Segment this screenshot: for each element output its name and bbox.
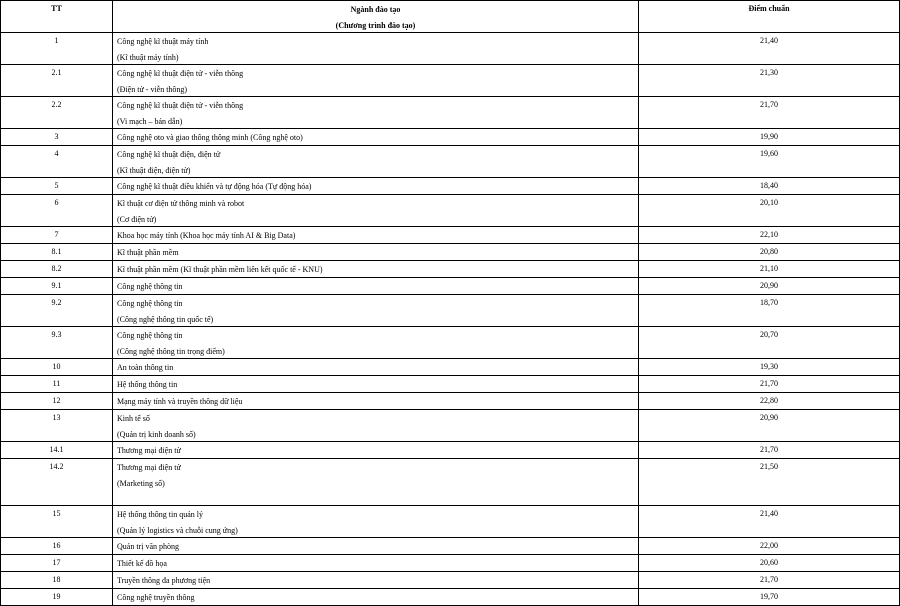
- row-program: [113, 459, 639, 506]
- row-program: [113, 97, 639, 129]
- row-tt: 6: [1, 195, 113, 227]
- table-row: [1, 129, 900, 146]
- program-subname: (Quản lý logistics và chuỗi cung ứng): [117, 526, 238, 535]
- program-name: Công nghệ truyền thông: [117, 593, 195, 602]
- table-row: [1, 178, 900, 195]
- table-row: [1, 65, 900, 97]
- row-program: [113, 261, 639, 278]
- program-name: Thương mại điện tử: [117, 463, 181, 472]
- program-name: Quản trị văn phòng: [117, 542, 179, 551]
- table-row: [1, 195, 900, 227]
- row-program: [113, 589, 639, 606]
- row-tt: 4: [1, 146, 113, 178]
- program-subname: (Công nghệ thông tin quốc tế): [117, 315, 214, 324]
- row-score: 20,10: [639, 195, 900, 227]
- program-subname: (Marketing số): [117, 479, 165, 488]
- row-tt: 19: [1, 589, 113, 606]
- program-name: Công nghệ kĩ thuật máy tính: [117, 37, 209, 46]
- table-row: [1, 244, 900, 261]
- row-tt: 18: [1, 572, 113, 589]
- row-tt: 9.3: [1, 327, 113, 359]
- table-row: [1, 410, 900, 442]
- program-name: An toàn thông tin: [117, 363, 174, 372]
- row-score: 20,90: [639, 278, 900, 295]
- row-tt: 8.1: [1, 244, 113, 261]
- row-score: 21,40: [639, 506, 900, 538]
- row-tt: 8.2: [1, 261, 113, 278]
- header-row: [1, 1, 900, 33]
- row-score: 20,90: [639, 410, 900, 442]
- program-name: Công nghệ thông tin: [117, 299, 183, 308]
- table-row: [1, 97, 900, 129]
- row-program: [113, 195, 639, 227]
- program-name: Công nghệ kĩ thuật điện tử - viễn thông: [117, 69, 244, 78]
- row-score: 19,70: [639, 589, 900, 606]
- program-subname: (Công nghệ thông tin trọng điểm): [117, 347, 225, 356]
- table-row: [1, 538, 900, 555]
- row-tt: 3: [1, 129, 113, 146]
- row-score: 20,80: [639, 244, 900, 261]
- row-score: 19,90: [639, 129, 900, 146]
- program-name: Kĩ thuật cơ điện tử thông minh và robot: [117, 199, 245, 208]
- row-tt: 1: [1, 33, 113, 65]
- program-name: Công nghệ kĩ thuật điện tử - viễn thông: [117, 101, 244, 110]
- row-tt: 17: [1, 555, 113, 572]
- row-tt: 7: [1, 227, 113, 244]
- program-name: Kĩ thuật phần mềm: [117, 248, 179, 257]
- header-program-line1: Ngành đào tạo: [350, 5, 401, 14]
- row-score: 20,70: [639, 327, 900, 359]
- program-name: Công nghệ kĩ thuật điều khiển và tự động hóa (Tự động hóa): [117, 182, 312, 191]
- program-name: Công nghệ thông tin: [117, 331, 183, 340]
- table-row: [1, 227, 900, 244]
- program-subname: (Điện tử - viễn thông): [117, 85, 188, 94]
- row-program: [113, 572, 639, 589]
- row-score: 19,60: [639, 146, 900, 178]
- table-row: [1, 572, 900, 589]
- row-tt: 9.2: [1, 295, 113, 327]
- table-row: [1, 393, 900, 410]
- table-row: [1, 442, 900, 459]
- row-score: 22,00: [639, 538, 900, 555]
- row-program: [113, 178, 639, 195]
- row-tt: 15: [1, 506, 113, 538]
- header-program: [113, 1, 639, 33]
- table-row: [1, 589, 900, 606]
- program-subname: (Vi mạch – bán dẫn): [117, 117, 183, 126]
- row-tt: 5: [1, 178, 113, 195]
- header-score: Điểm chuẩn: [639, 1, 900, 33]
- program-name: Công nghệ oto và giao thông thông minh (Công nghệ oto): [117, 133, 303, 142]
- row-program: [113, 442, 639, 459]
- table-row: [1, 33, 900, 65]
- row-program: [113, 129, 639, 146]
- table-row: [1, 506, 900, 538]
- row-program: [113, 244, 639, 261]
- row-score: 22,80: [639, 393, 900, 410]
- table-row: [1, 359, 900, 376]
- row-tt: 14.2: [1, 459, 113, 506]
- row-program: [113, 295, 639, 327]
- table-row: [1, 261, 900, 278]
- program-subname: (Kĩ thuật điện, điện tử): [117, 166, 191, 175]
- row-score: 21,30: [639, 65, 900, 97]
- program-name: Thương mại điện tử: [117, 446, 181, 455]
- row-program: [113, 410, 639, 442]
- program-name: Hệ thống thông tin quản lý: [117, 510, 203, 519]
- row-tt: 2.2: [1, 97, 113, 129]
- row-program: [113, 376, 639, 393]
- header-program-line2: (Chương trình đào tạo): [335, 21, 416, 30]
- program-subname: (Quản trị kinh doanh số): [117, 430, 196, 439]
- row-score: 18,70: [639, 295, 900, 327]
- program-name: Công nghệ kĩ thuật điện, điện tử: [117, 150, 221, 159]
- row-tt: 2.1: [1, 65, 113, 97]
- row-program: [113, 393, 639, 410]
- program-subname: (Kĩ thuật máy tính): [117, 53, 179, 62]
- program-name: Kinh tế số: [117, 414, 150, 423]
- table-row: [1, 278, 900, 295]
- row-program: [113, 146, 639, 178]
- row-tt: 13: [1, 410, 113, 442]
- row-program: [113, 359, 639, 376]
- row-tt: 14.1: [1, 442, 113, 459]
- header-tt: TT: [1, 1, 113, 33]
- program-name: Truyền thông đa phương tiện: [117, 576, 211, 585]
- row-score: 18,40: [639, 178, 900, 195]
- program-name: Kĩ thuật phần mềm (Kĩ thuật phần mềm liên kết quốc tế - KNU): [117, 265, 323, 274]
- row-tt: 12: [1, 393, 113, 410]
- row-score: 20,60: [639, 555, 900, 572]
- table-row: [1, 376, 900, 393]
- program-name: Thiết kế đồ họa: [117, 559, 167, 568]
- program-name: Khoa học máy tính (Khoa học máy tính AI & Big Data): [117, 231, 296, 240]
- row-score: 21,40: [639, 33, 900, 65]
- table-row: [1, 295, 900, 327]
- row-tt: 11: [1, 376, 113, 393]
- program-name: Mạng máy tính và truyền thông dữ liệu: [117, 397, 243, 406]
- row-tt: 9.1: [1, 278, 113, 295]
- program-subname: (Cơ điện tử): [117, 215, 157, 224]
- row-program: [113, 33, 639, 65]
- table-row: [1, 327, 900, 359]
- row-tt: 10: [1, 359, 113, 376]
- row-program: [113, 327, 639, 359]
- row-program: [113, 538, 639, 555]
- table-row: [1, 555, 900, 572]
- row-program: [113, 65, 639, 97]
- row-score: 21,10: [639, 261, 900, 278]
- row-program: [113, 278, 639, 295]
- row-score: 19,30: [639, 359, 900, 376]
- row-score: 21,70: [639, 376, 900, 393]
- row-tt: 16: [1, 538, 113, 555]
- program-name: Công nghệ thông tin: [117, 282, 183, 291]
- row-program: [113, 227, 639, 244]
- row-program: [113, 506, 639, 538]
- row-score: 21,70: [639, 442, 900, 459]
- row-score: 21,50: [639, 459, 900, 506]
- row-score: 21,70: [639, 572, 900, 589]
- table-row: [1, 146, 900, 178]
- table-row: [1, 459, 900, 506]
- row-program: [113, 555, 639, 572]
- row-score: 22,10: [639, 227, 900, 244]
- row-score: 21,70: [639, 97, 900, 129]
- program-name: Hệ thống thông tin: [117, 380, 178, 389]
